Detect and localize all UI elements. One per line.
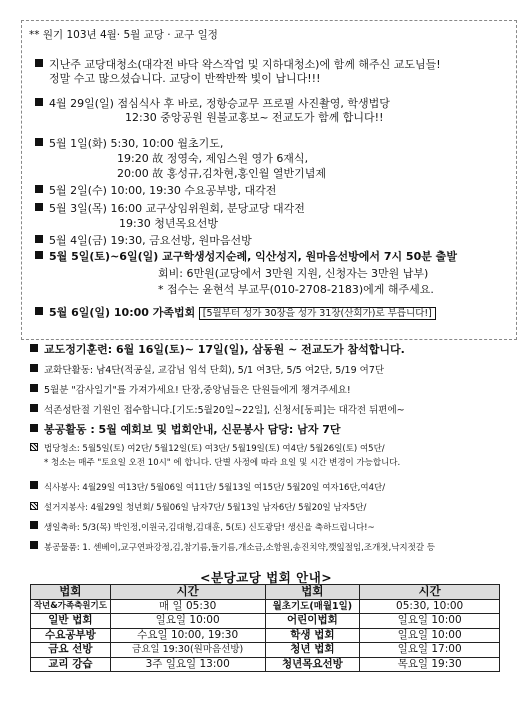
bullet-square-icon: [30, 481, 38, 489]
bullet-hatched-icon: [30, 443, 38, 451]
event-may1-cont1: 19:20 故 정영숙, 제임스원 영가 6재식,: [117, 152, 309, 165]
bullet-hall-cleaning: 법당청소: 5월5일(토) 여2단/ 5월12일(토) 여3단/ 5월19일(토) 여4단/ 5월26일(토) 여5단/: [30, 441, 385, 456]
table-cell: 3주 일요일 13:00: [110, 657, 265, 672]
bullet-square-icon: [30, 521, 38, 529]
event-may1: 5월 1일(화) 5:30, 10:00 월초기도,: [35, 137, 223, 151]
table-cell: 05:30, 10:00: [360, 599, 500, 614]
bullet-square-icon: [30, 344, 38, 352]
table-cell: 일요일 17:00: [360, 643, 500, 658]
bullet-square-icon: [35, 98, 43, 106]
header-cell: 법회: [31, 585, 111, 600]
bullet-square-icon: [35, 138, 43, 146]
table-row: [31, 657, 500, 672]
table-cell: 금요 선방: [31, 643, 111, 658]
table-cell: 일요일 10:00: [360, 614, 500, 629]
bullet-meal-service: 식사봉사: 4월29일 여13단/ 5월06일 여11단/ 5월13일 여15단/ 5월20일 여자16단,여4단/: [30, 480, 385, 495]
event-may1-cont2: 20:00 故 홍성규,김차현,홍인월 열반기념제: [117, 167, 326, 180]
bullet-square-icon: [30, 424, 38, 432]
event-may5-contact: * 접수는 윤현석 부교무(010-2708-2183)에게 해주세요.: [158, 283, 434, 296]
table-cell: 월초기도(매월1일): [265, 599, 360, 614]
table-header-row: [31, 585, 500, 600]
table-cell: 작년&가족축원기도: [31, 599, 111, 614]
hymn-notice: [5월부터 성가 30장을 성가 31장(산회가)로 부릅니다!]: [199, 307, 436, 320]
table-title: <분당교당 법회 안내>: [200, 570, 333, 585]
event-may2: 5월 2일(수) 10:00, 19:30 수요공부방, 대각전: [35, 184, 276, 198]
bullet-square-icon: [35, 251, 43, 259]
notice-cleaning: 지난주 교당대청소(대각전 바닥 왁스작업 및 지하대청소)에 함께 해주신 교도님들!: [35, 58, 441, 72]
bullet-training: 교도정기훈련: 6월 16일(토)~ 17일(일), 삼동원 ~ 전교도가 참석합니다.: [30, 343, 405, 357]
header-cell: 법회: [265, 585, 360, 600]
header-cell: 시간: [110, 585, 265, 600]
bullet-dan-activity: 교화단활동: 남4단(적공실, 교감님 임석 단회), 5/1 여3단, 5/5 여2단, 5/19 여7단: [30, 363, 384, 378]
bullet-square-icon: [30, 384, 38, 392]
bullet-hatched-icon: [30, 502, 38, 510]
table-cell: 수요일 10:00, 19:30: [110, 628, 265, 643]
bullet-buddha-birthday: 석존성탄절 기원인 접수합니다.[기도:5월20일~22일], 신청서[동피]는 대각전 뒤편에~: [30, 403, 405, 418]
table-cell: 일요일 10:00: [360, 628, 500, 643]
table-cell: 목요일 19:30: [360, 657, 500, 672]
table-row: [31, 628, 500, 643]
event-may5-fee: 회비: 6만원(교당에서 3만원 지원, 신청자는 3만원 납부): [158, 267, 429, 280]
table-cell: 청년 법회: [265, 643, 360, 658]
table-cell: 일반 법회: [31, 614, 111, 629]
bullet-square-icon: [35, 203, 43, 211]
bullet-service: 봉공활동 : 5월 예회보 및 법회안내, 신문봉사 담당: 남자 7단: [30, 423, 341, 437]
event-may5: 5월 5일(토)~6일(일) 교구학생성지순례, 익산성지, 원마음선방에서 7시 50분 출발: [35, 250, 457, 264]
table-cell: 청년목요선방: [265, 657, 360, 672]
bullet-square-icon: [35, 59, 43, 67]
table-row: [31, 614, 500, 629]
notice-cleaning-cont: 정말 수고 많으셨습니다. 교당이 반짝반짝 빛이 납니다!!!: [49, 72, 321, 85]
table-cell: 수요공부방: [31, 628, 111, 643]
bullet-gratitude-diary: 5월분 "감사일기"를 가져가세요! 단장,중앙님들은 단원들에게 챙겨주세요!: [30, 383, 351, 398]
table-row: [31, 599, 500, 614]
schedule-header: ** 원기 103년 4월· 5월 교당 · 교구 일정: [29, 29, 218, 41]
bullet-dish-service: 설거지봉사: 4월29일 청년회/ 5월06일 남자7단/ 5월13일 남자6단/ 5월20일 남자5단/: [30, 500, 366, 515]
bullet-square-icon: [30, 364, 38, 372]
bullet-service-goods: 봉공물품: 1. 센베이,교구연파강정,김,참기름,들기름,개소금,소함원,송진치약,깻잎절임,조개젓,낙지젓갈 등: [30, 540, 435, 555]
bullet-square-icon: [35, 235, 43, 243]
bullet-square-icon: [30, 404, 38, 412]
table-row: [31, 643, 500, 658]
bullet-square-icon: [30, 541, 38, 549]
event-may6: 5월 6일(일) 10:00 가족법회 [5월부터 성가 30장을 성가 31장(산회가)로 부릅니다!]: [35, 306, 436, 321]
table-cell: 매 일 05:30: [110, 599, 265, 614]
event-may4: 5월 4일(금) 19:30, 금요선방, 원마음선방: [35, 234, 252, 248]
event-may3: 5월 3일(목) 16:00 교구상임위원회, 분당교당 대각전: [35, 202, 305, 216]
event-apr29: 4월 29일(일) 점심식사 후 바로, 정항승교무 프로필 사진촬영, 학생법당: [35, 97, 390, 111]
table-cell: 어린이법회: [265, 614, 360, 629]
cleaning-note: * 청소는 매주 "토요일 오전 10시" 에 합니다. 단별 사정에 따라 요일 및 시간 변경이 가능합니다.: [44, 458, 401, 468]
bullet-birthday: 생일축하: 5/3(목) 박인정,이원국,김대형,김대훈, 5(토) 신도광담! 생신을 축하드립니다!~: [30, 520, 375, 535]
event-apr29-cont: 12:30 중앙공원 원불교홍보~ 전교도가 함께 합니다!!: [125, 111, 384, 124]
table-cell: 일요일 10:00: [110, 614, 265, 629]
bullet-square-icon: [35, 185, 43, 193]
table-cell: 교리 강습: [31, 657, 111, 672]
header-cell: 시간: [360, 585, 500, 600]
service-table: [30, 584, 500, 672]
bullet-square-icon: [35, 307, 43, 315]
table-cell: 학생 법회: [265, 628, 360, 643]
event-may3-cont: 19:30 청년목요선방: [119, 217, 218, 230]
table-cell: 금요일 19:30(원마음선방): [110, 643, 265, 658]
